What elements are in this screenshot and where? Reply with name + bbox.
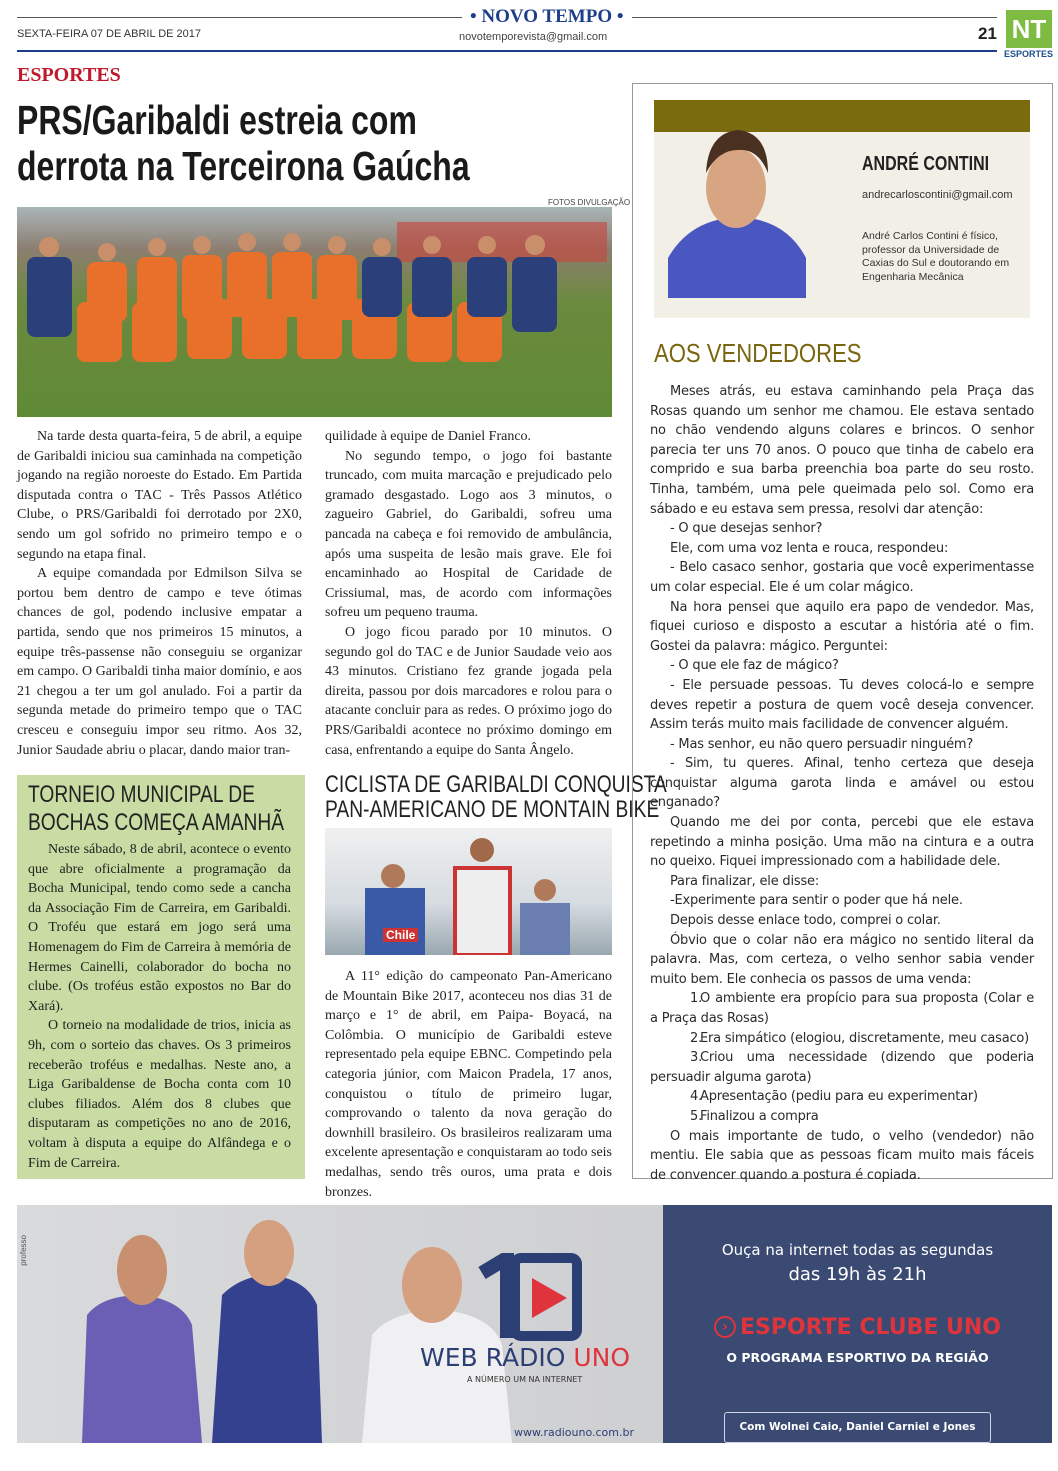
list-item	[650, 1048, 1034, 1087]
ad-agency-mark: professo	[19, 1235, 28, 1266]
headline-line-2: derrota na Terceirona Gaúcha	[17, 143, 470, 189]
ciclista-title-line-2: PAN-AMERICANO DE MONTAIN BIKE	[325, 796, 660, 823]
list-text: Finalizou a compra	[700, 1108, 819, 1124]
paragraph: O torneio na modalidade de trios, inicia as 9h, com o sorteio das chaves. Os 3 primeiros receberão troféus e medalhas. Neste ano, a Liga Garibaldense de Bocha conta com 10 clubes filiados. Além dos 8 clubes que disputaram as competições no ano de 2016, voltam à disputa a equipe do Alfândega e o Fim de Carreira.	[28, 1018, 291, 1171]
ciclista-title-line-1: CICLISTA DE GARIBALDI CONQUISTA	[325, 771, 667, 798]
list-number: 4.	[690, 1089, 703, 1105]
list-number: 1.	[690, 991, 703, 1007]
paragraph: Quando me dei por conta, percebi que ele estava repetindo a minha posição. Uma mão na cintura e a outra no queixo. Fiquei impressionado com a habilidade dele.	[650, 815, 1034, 870]
list-text: Criou uma necessidade (dizendo que poderia persuadir alguma garota)	[650, 1050, 1034, 1085]
ad-program-panel	[663, 1205, 1052, 1462]
paragraph: O jogo ficou parado por 10 minutos. O segundo gol do TAC e de Junior Saudade veio aos 43 minutos. Cristiano fez grande jogada pela direita, passou por dois marcadores e rolou para o atacante concluir para as redes. O próximo jogo do PRS/Garibaldi acontece no próximo domingo em casa, enfrentando a equipe do Santa Ângelo.	[325, 624, 612, 758]
list-number: 3.	[690, 1050, 703, 1066]
nt-logo: NT	[1006, 10, 1052, 48]
team-photo-illustration	[17, 207, 612, 417]
radio-tagline: A NÚMERO UM NA INTERNET	[467, 1375, 583, 1384]
radio-url[interactable]: www.radiouno.com.br	[514, 1426, 634, 1439]
author-bio: André Carlos Contini é físico, professor da Universidade de Caxias do Sul e doutorando em Engenharia Mecânica	[862, 230, 1010, 283]
section-label: ESPORTES	[17, 64, 121, 86]
uno-play-logo	[477, 1253, 587, 1343]
logo-section-label: ESPORTES	[1004, 49, 1054, 59]
radio-name-web: WEB RÁDIO	[420, 1343, 574, 1372]
ciclista-text	[325, 967, 612, 1202]
main-article-col2	[325, 427, 612, 760]
radio-name-uno: UNO	[573, 1343, 631, 1372]
paragraph: - Sim, tu queres. Afinal, tenho certeza que deseja conquistar alguma garota linda e amável ou estou enganado?	[650, 756, 1034, 811]
bocha-article-box	[17, 775, 305, 1179]
paragraph: No segundo tempo, o jogo foi bastante truncado, com muita marcação e prejudicado pelo gramado desgastado. Logo aos 3 minutos, o zagueiro Gabriel, do Garibaldi, sofreu uma pancada na cabeça e foi removido de ambulância, após uma suspeita de lesão mais grave. Ele foi encaminhado ao Hospital de Caridade de Crissiumal, mas, de acordo com informações sofreu um pequeno trauma.	[325, 448, 612, 621]
issue-date: SEXTA-FEIRA 07 DE ABRIL DE 2017	[17, 28, 202, 40]
list-item	[650, 989, 1034, 1028]
program-subtitle: O PROGRAMA ESPORTIVO DA REGIÃO	[726, 1350, 989, 1365]
listen-line-1: Ouça na internet todas as segundas	[721, 1241, 994, 1259]
paragraph: - O que desejas senhor?	[670, 521, 823, 537]
program-name	[663, 1315, 1052, 1340]
paragraph: Na tarde desta quarta-feira, 5 de abril, a equipe de Garibaldi iniciou sua caminhada na competição jogando na região noroeste do Estado. Em Partida disputada contra o TAC - Três Passos Atlético Clube, o PRS/Garibaldi foi derrotado por 2X0, sendo um gol sofrido no primeiro tempo e o segundo na etapa final.	[17, 429, 302, 562]
author-photo	[668, 118, 806, 298]
podium-illustration	[325, 828, 612, 955]
paragraph: A 11° edição do campeonato Pan-Americano de Mountain Bike 2017, aconteceu nos dias 31 de março e 1° de abril, em Paipa- Boyacá, na Colômbia. O município de Garibaldi esteve representado pela equipe EBNC. Competindo pela categoria júnior, com Maicon Pradela, 17 anos, conquistou o título de primeiro lugar, comprovando o talento da nova geração do downhill brasileiro. Os brasileiros realizaram uma excelente apresentação e conquistaram ao todo seis medalhas, sendo três ouros, uma prata e dois bronzes.	[325, 969, 612, 1200]
hosts-label: Com Wolnei Caio, Daniel Carniel e Jones Demari	[724, 1412, 991, 1443]
paragraph: - Ele persuade pessoas. Tu deves colocá-lo e sempre deves repetir a postura de quem você deseja convencer. Assim terás muito mais facilidade de convencer alguém.	[650, 677, 1034, 733]
bocha-text	[28, 840, 291, 1173]
opinion-text	[650, 382, 1034, 1185]
photo-credit: FOTOS DIVULGAÇÃO	[548, 198, 631, 207]
list-number: 2.	[690, 1030, 703, 1046]
paragraph: O mais importante de tudo, o velho (vendedor) não mentiu. Ele sabia que as pessoas ficam muito mais fáceis de convencer quando a postura é copiada.	[650, 1128, 1034, 1183]
list-item	[650, 1029, 1034, 1049]
paragraph: Neste sábado, 8 de abril, acontece o evento que abre oficialmente a programação da Bocha Municipal, tendo como sede a cancha da Associação Fim de Carreira, em Garibaldi. O Troféu que estará em jogo será uma Homenagem do Fim de Carreira à memória de Hermes Cainelli, colaborador do bocha no clube. (Os troféus estão expostos no Bar do Xará).	[28, 842, 291, 1014]
headline-line-1: PRS/Garibaldi estreia com	[17, 97, 417, 143]
paragraph: -Experimente para sentir o poder que há nele.	[670, 893, 963, 909]
paragraph: Para finalizar, ele disse:	[670, 873, 820, 889]
listen-line-2: das 19h às 21h	[788, 1264, 927, 1285]
column-title: AOS VENDEDORES	[654, 338, 862, 368]
bocha-title-line-1: TORNEIO MUNICIPAL DE	[28, 781, 255, 808]
paragraph: - Belo casaco senhor, gostaria que você experimentasse um colar especial. Ele é um colar mágico.	[650, 560, 1034, 595]
page-number: 21	[978, 24, 997, 43]
chile-flag-banner: Chile	[383, 928, 418, 942]
paragraph: Na hora pensei que aquilo era papo de vendedor. Mas, fiquei curioso e disposto a escutar a história até o fim. Gostei da palavra: mágico. Perguntei:	[650, 599, 1034, 654]
program-title: ESPORTE CLUBE UNO	[739, 1315, 1002, 1340]
list-number: 5.	[690, 1108, 703, 1124]
paragraph: Óbvio que o colar não era mágico no sentido literal da palavra. Mas, com certeza, o velho senhor sabia vender muito bem. Ele conhecia os passos de uma venda:	[650, 932, 1034, 987]
paragraph: Meses atrás, eu estava caminhando pela Praça das Rosas quando um senhor me chamou. Ele estava sentado no chão vendendo alguns colares e brincos. O senhor parecia ter uns 70 anos. O pouco que tinha de cabelo era comprido e sua barba preenchia boa parte do seu rosto. Tinha, também, uma pele queimada pelo sol. Como era sábado e eu estava sem pressa, resolvi dar atenção:	[650, 384, 1034, 517]
author-email[interactable]: andrecarloscontini@gmail.com	[862, 189, 1013, 201]
paragraph: - O que ele faz de mágico?	[670, 658, 839, 674]
newspaper-brand: • NOVO TEMPO •	[462, 6, 632, 28]
radio-name	[420, 1343, 630, 1372]
chevron-circle-icon: ›	[714, 1316, 736, 1338]
newspaper-email[interactable]: novotemporevista@gmail.com	[459, 31, 608, 43]
author-name: ANDRÉ CONTINI	[862, 153, 990, 175]
paragraph: A equipe comandada por Edmilson Silva se portou bem dentro de campo e teve ótimas chances de gol, podendo inclusive empatar a partida, sendo que nos primeiros 15 minutos, a equipe três-passense não conseguiu se organizar em campo. O Garibaldi tinha maior domínio, e aos 21 chegou a ter um gol anulado. Foi a partir da segunda metade do primeiro tempo que o TAC cresceu e conseguiu impor seu ritmo. Aos 32, Junior Saudade abriu o placar, dando maior tran-	[17, 566, 302, 758]
header-double-rule	[17, 50, 997, 53]
list-text: O ambiente era propício para sua proposta (Colar e a Praça das Rosas)	[650, 991, 1034, 1026]
list-text: Era simpático (elogiou, discretamente, meu casaco)	[700, 1030, 1030, 1046]
paragraph: Ele, com uma voz lenta e rouca, respondeu:	[670, 540, 949, 556]
list-item	[650, 1107, 1034, 1127]
bocha-title-line-2: BOCHAS COMEÇA AMANHÃ	[28, 809, 285, 836]
main-article-col1	[17, 427, 302, 760]
team-photo	[17, 207, 612, 417]
paragraph: Depois desse enlace todo, comprei o colar.	[670, 913, 941, 929]
paragraph: quilidade à equipe de Daniel Franco.	[325, 429, 532, 444]
list-item	[650, 1087, 1034, 1107]
cycling-podium-photo	[325, 828, 612, 955]
paragraph: - Mas senhor, eu não quero persuadir ninguém?	[670, 736, 974, 752]
list-text: Apresentação (pediu para eu experimentar)	[700, 1089, 978, 1105]
